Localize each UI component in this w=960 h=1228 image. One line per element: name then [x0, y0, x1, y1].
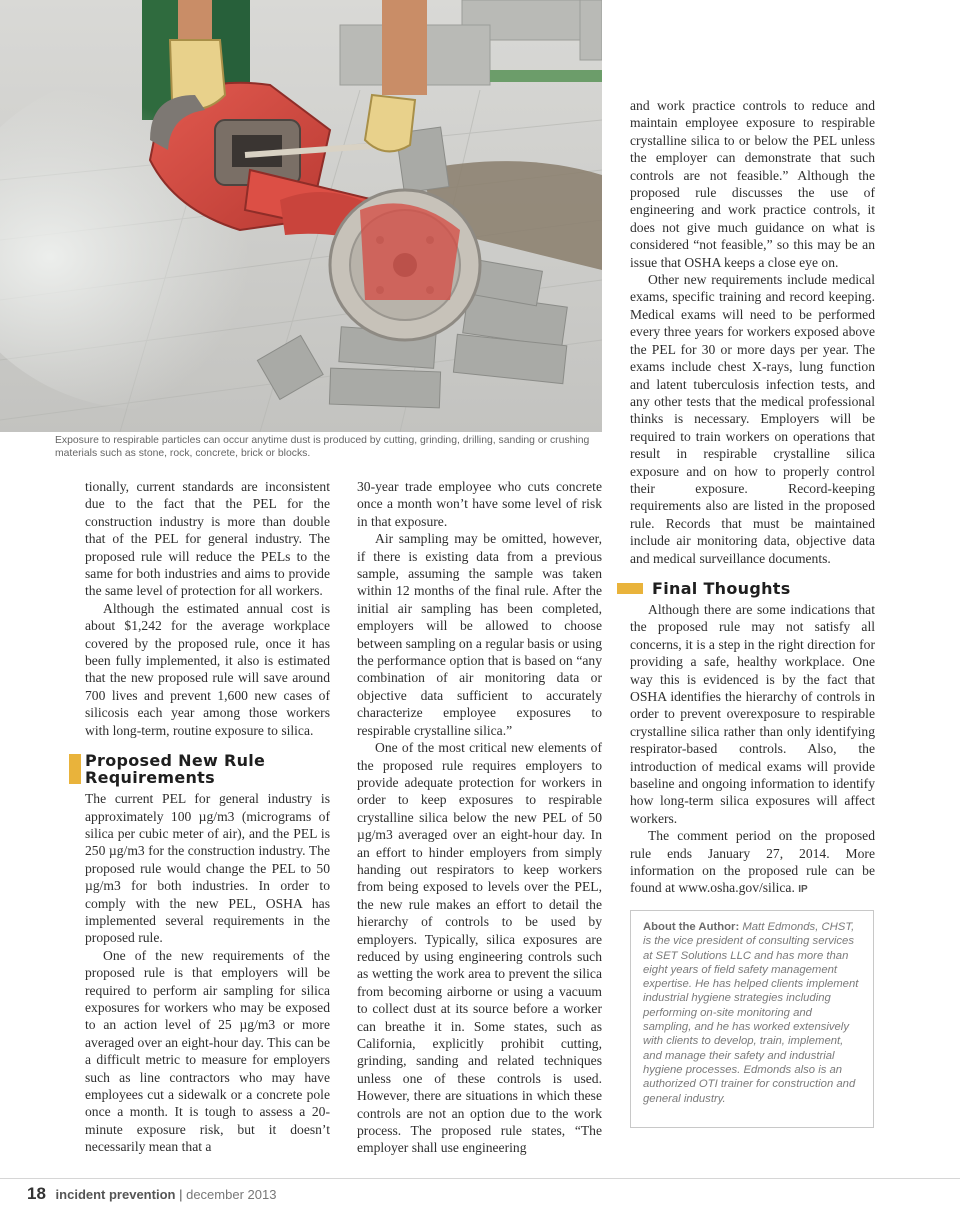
- page-number: 18: [27, 1184, 46, 1203]
- section-heading-text: Proposed New Rule Requirements: [85, 751, 266, 788]
- issue-date: december 2013: [186, 1187, 277, 1202]
- paragraph: 30-year trade employee who cuts concrete once a month won’t have some level of risk in that exposure.: [357, 479, 602, 529]
- paragraph: Although there are some indications that the proposed rule may not satisfy all concerns, it is a step in the right direction for providing a safe, healthy workplace. One way this is evidenced is by the fact that OSHA identifies the hierarchy of controls in order to prevent overexposure to respirable crystalline silica rather than only identifying respirator-based controls. Also, the introduction of medical exams will provide baseline and ongoing information to identify how long-term silica exposures will affect workers.: [630, 601, 875, 826]
- section-heading-proposed-rule: [85, 752, 330, 786]
- paragraph: and work practice controls to reduce and maintain employee exposure to respirable crystalline silica to or below the PEL unless the employer can demonstrate that such controls are not feasible.” Although the proposed rule discusses the use of engineering and work practice controls, it does not give much guidance on what is considered “not feasible,” so this may be an issue that OSHA keeps a close eye on.: [630, 98, 875, 270]
- column-middle: [357, 478, 602, 1157]
- footer-divider: [0, 1178, 960, 1179]
- paragraph: Although the estimated annual cost is about $1,242 for the average workplace covered by the proposed rule, once it has been fully implemented, it also is estimated that the new proposed rule will save around 700 lives and prevent 1,600 new cases of silicosis each year among those workers with long-term, routine exposure to silica.: [85, 600, 330, 738]
- page-footer: [27, 1184, 276, 1204]
- column-left: [85, 478, 330, 1156]
- paragraph-last: [630, 827, 875, 899]
- paragraph-text: The comment period on the proposed rule ends January 27, 2014. More information on the proposed rule can be found at www.osha.gov/silica.: [630, 828, 875, 896]
- end-mark-icon: IP: [798, 884, 808, 896]
- section-heading-text: Final Thoughts: [652, 578, 791, 598]
- paragraph: One of the most critical new elements of the proposed rule requires employers to provide adequate protection for workers in order to keep exposures to respirable crystalline silica below the new PEL of 50 µg/m3 averaged over an eight-hour day. In an effort to hinder employers from simply handing out respirators to keep workers from being exposed to levels over the PEL, the new rule makes an effort to detail the hierarchy of controls to be used by employers. Typically, silica exposures are reduced by using engineering controls such as wetting the work area to prevent the silica from becoming airborne or using a vacuum to collect dust at its source before a worker can breathe it in. Some states, such as California, explicitly prohibit cutting, grinding, sanding and related techniques unless one of these controls is used. However, there are situations in which these controls are not an option due to the work process. The proposed rule states, “The employer shall use engineering: [357, 740, 602, 1156]
- section-heading-final-thoughts: [630, 580, 875, 597]
- heading-accent-bar: [69, 754, 81, 784]
- column-right: [630, 97, 875, 899]
- paragraph: The current PEL for general industry is approximately 100 µg/m3 (micrograms of silica per cubic meter of air), and the PEL is 250 µg/m3 for the construction industry. The proposed rule would change the PEL to 50 µg/m3 for both industries. In order to comply with the new PEL, OSHA has implemented several requirements in the proposed rule.: [85, 791, 330, 946]
- publication-name: incident prevention: [55, 1187, 176, 1202]
- paragraph: One of the new requirements of the proposed rule is that employers will be required to perform air sampling for silica exposures for workers who may be exposed to an action level of 25 µg/m3 or more averaged over an eight-hour day. This can be a difficult metric to measure for employers such as line contractors who may have employees cut a sidewalk or a concrete pole once a month. It is tough to assess a 20-minute exposure risk, but it doesn’t necessarily mean that a: [85, 947, 330, 1155]
- about-the-author-box: [630, 910, 874, 1128]
- photo-caption: Exposure to respirable particles can occur anytime dust is produced by cutting, grinding, drilling, sanding or crushing materials such as stone, rock, concrete, brick or blocks.: [55, 435, 590, 459]
- article-photo: [0, 0, 602, 432]
- footer-separator: |: [179, 1187, 183, 1202]
- author-bio: Matt Edmonds, CHST, is the vice president of consulting services at SET Solutions LLC and has more than eight years of field safety management expertise. He has helped clients implement industrial hygiene strategies including performing on-site monitoring and sampling, and he has worked extensively with clients to develop, train, implement, and manage their safety and industrial hygiene processes. Edmonds also is an authorized OTI trainer for construction and general industry.: [643, 921, 859, 1105]
- heading-accent-bar: [617, 583, 643, 594]
- paragraph: Air sampling may be omitted, however, if there is existing data from a previous sample, assuming the sample was taken within 12 months of the final rule. After the initial air sampling has been completed, employers will be allowed to choose between sampling on a regular basis or using the performance option that is based on “any combination of air monitoring data or objective data sufficient to accurately characterize employee exposures to respirable crystalline silica.”: [357, 531, 603, 738]
- paragraph: tionally, current standards are inconsistent due to the fact that the PEL for the construction industry is more than double that of the PEL for general industry. The proposed rule will reduce the PELs to the same for both industries and aims to provide the same level of protection for all workers.: [85, 479, 330, 599]
- author-box-label: About the Author:: [643, 921, 740, 933]
- paragraph: Other new requirements include medical exams, specific training and record keeping. Medical exams will need to be performed every three years for workers exposed above the PEL for 30 or more days per year. The exams include chest X-rays, lung function and latent tuberculosis infection tests, and any other tests that the medical professional thinks is necessary. Employers will be required to train workers on operations that result in respirable crystalline silica exposure and on how to properly control their exposure. Record-keeping requirements also are listed in the proposed rule. Records that must be maintained include air monitoring data, objective data and medical surveillance documents.: [630, 272, 875, 566]
